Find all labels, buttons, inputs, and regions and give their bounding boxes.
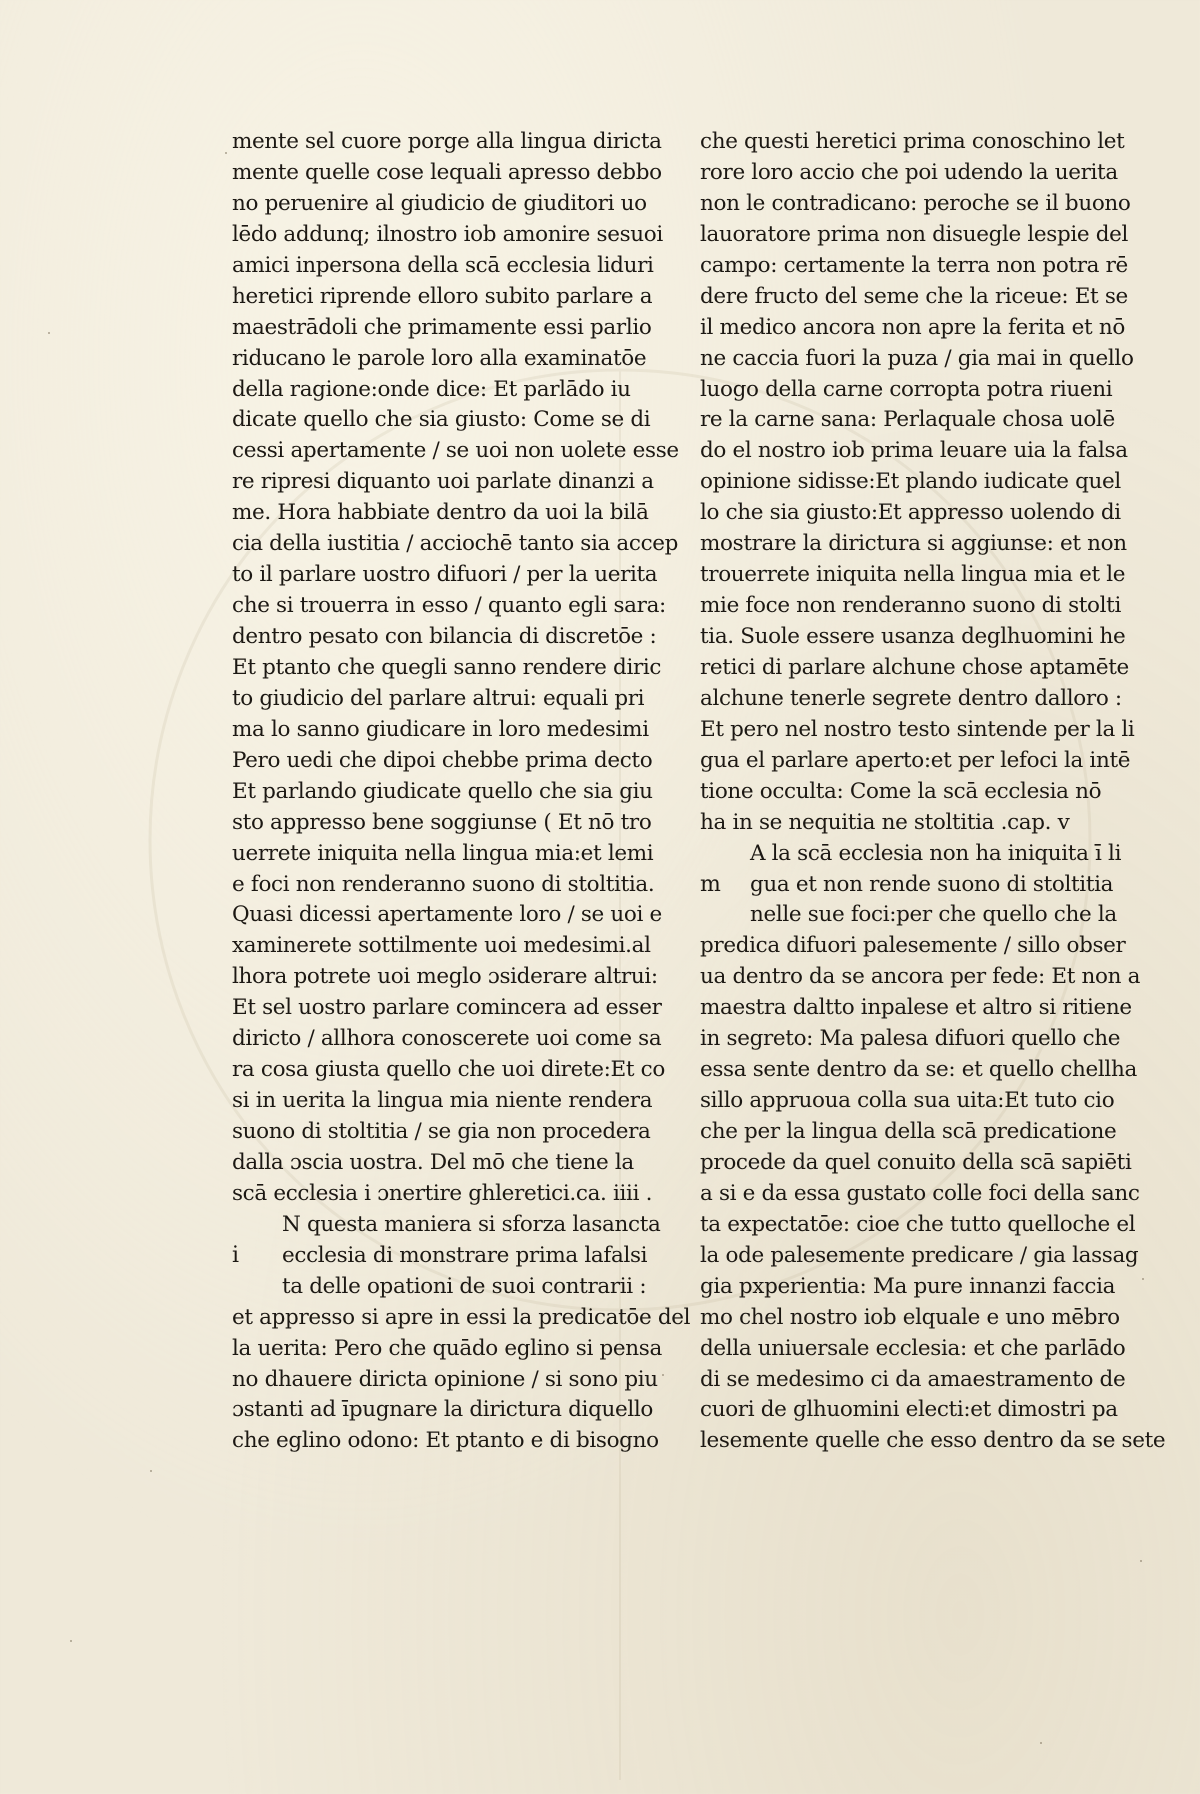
text-line: gua el parlare aperto:et per lefoci la intē xyxy=(700,747,1131,773)
text-line: ɔstanti ad īpugnare la dirictura diquello xyxy=(232,1397,653,1423)
left-column xyxy=(232,127,691,1457)
text-line: re ripresi diquanto uoi parlate dinanzi a xyxy=(232,469,654,495)
text-line: mente sel cuore porge alla lingua diricta xyxy=(232,129,662,154)
text-line: procede da quel conuito della scā sapiēti xyxy=(700,1149,1132,1175)
text-line: nelle sue foci:per che quello che la xyxy=(750,902,1117,928)
text-line: alchune tenerle segrete dentro dalloro : xyxy=(700,685,1122,711)
text-line: a si e da essa gustato colle foci della sanc xyxy=(700,1180,1140,1206)
text-line: predica difuori palesemente / sillo obser xyxy=(700,933,1126,959)
text-line: scā ecclesia i ɔnertire ghleretici.ca. iiii . xyxy=(232,1180,653,1206)
text-line: suono di stoltitia / se gia non procedera xyxy=(232,1119,651,1144)
text-line: lhora potrete uoi meglo ɔsiderare altrui: xyxy=(232,964,658,990)
text-line: Et parlando giudicate quello che sia giu xyxy=(232,778,653,804)
text-line: dere fructo del seme che la riceue: Et se xyxy=(700,283,1128,309)
text-line: tia. Suole essere usanza deglhuomini he xyxy=(700,624,1126,649)
text-line: dicate quello che sia giusto: Come se di xyxy=(232,407,651,433)
text-line: ta expectatōe: cioe che tutto quelloche el xyxy=(700,1211,1136,1237)
text-line: lesemente quelle che esso dentro da se sete xyxy=(700,1428,1166,1454)
text-line: che eglino odono: Et ptanto e di bisogno xyxy=(232,1428,659,1454)
text-line xyxy=(232,1241,662,1272)
text-line: ma lo sanno giudicare in loro medesimi xyxy=(232,716,649,742)
text-line: ra cosa giusta quello che uoi direte:Et co xyxy=(232,1057,665,1083)
text-line: retici di parlare alchune chose aptamēte xyxy=(700,654,1129,680)
text-line: no peruenire al giudicio de giuditori uo xyxy=(232,190,647,216)
text-line: si in uerita la lingua mia niente rendera xyxy=(232,1088,653,1114)
text-line: che questi heretici prima conoschino let xyxy=(700,129,1125,154)
text-line: in segreto: Ma palesa difuori quello che xyxy=(700,1026,1121,1052)
text-line: lēdo addunq; ilnostro iob amonire sesuoi xyxy=(232,221,663,247)
text-line-content: gua et non rende suono di stoltitia xyxy=(750,871,1114,897)
text-line: do el nostro iob prima leuare uia la falsa xyxy=(700,438,1128,464)
text-line: essa sente dentro da se: et quello chellha xyxy=(700,1057,1137,1083)
text-line: gia pxperientia: Ma pure innanzi faccia xyxy=(700,1273,1116,1299)
text-line: A la scā ecclesia non ha iniquita ī li xyxy=(750,840,1122,866)
text-line: uerrete iniquita nella lingua mia:et lemi xyxy=(232,840,654,866)
text-line: mie foce non renderanno suono di stolti xyxy=(700,593,1121,619)
text-line: e foci non renderanno suono di stoltitia. xyxy=(232,871,655,897)
text-line: Et sel uostro parlare comincera ad esser xyxy=(232,995,662,1021)
text-line: N questa maniera si sforza lasancta xyxy=(282,1211,661,1237)
text-line: cessi apertamente / se uoi non uolete esse xyxy=(232,438,679,464)
dropcap-guide-letter: i xyxy=(232,1242,239,1268)
text-line: della ragione:onde dice: Et parlādo iu xyxy=(232,376,631,402)
text-line: dentro pesato con bilancia di discretōe : xyxy=(232,624,657,649)
right-column xyxy=(700,127,1166,1457)
text-line: diricto / allhora conoscerete uoi come sa xyxy=(232,1026,662,1052)
text-line: Quasi dicessi apertamente loro / se uoi e xyxy=(232,902,662,928)
text-line: cia della iustitia / acciochē tanto sia accep xyxy=(232,531,679,557)
text-line: di se medesimo ci da amaestramento de xyxy=(700,1366,1126,1392)
text-line: lo che sia giusto:Et appresso uolendo di xyxy=(700,500,1121,526)
text-line: amici inpersona della scā ecclesia liduri xyxy=(232,252,654,278)
text-line: me. Hora habbiate dentro da uoi la bilā xyxy=(232,500,649,526)
text-line: opinione sidisse:Et plando iudicate quel xyxy=(700,469,1121,495)
text-line: luogo della carne corropta potra riueni xyxy=(700,376,1113,402)
text-line: maestrādoli che primamente essi parlio xyxy=(232,314,652,340)
text-line: maestra daltto inpalese et altro si ritiene xyxy=(700,995,1132,1021)
text-line: sillo appruoua colla sua uita:Et tuto cio xyxy=(700,1088,1115,1114)
text-line: et appresso si apre in essi la predicatōe del xyxy=(232,1304,691,1330)
text-line: Et ptanto che quegli sanno rendere diric xyxy=(232,654,662,680)
text-line: lauoratore prima non disuegle lespie del xyxy=(700,221,1129,247)
text-line: cuori de glhuomini electi:et dimostri pa xyxy=(700,1397,1118,1423)
text-line: Pero uedi che dipoi chebbe prima decto xyxy=(232,747,653,773)
text-line: ne caccia fuori la puza / gia mai in quello xyxy=(700,345,1134,371)
text-line: la uerita: Pero che quādo eglino si pensa xyxy=(232,1335,662,1361)
text-line xyxy=(700,870,1130,901)
text-line: heretici riprende elloro subito parlare a xyxy=(232,283,653,309)
text-line: no dhauere diricta opinione / si sono piu xyxy=(232,1366,658,1392)
text-line: ta delle opationi de suoi contrarii : xyxy=(282,1273,647,1299)
text-line: della uniuersale ecclesia: et che parlādo xyxy=(700,1335,1126,1361)
text-line: mente quelle cose lequali apresso debbo xyxy=(232,159,662,185)
text-line: Et pero nel nostro testo sintende per la li xyxy=(700,716,1135,742)
text-line: che per la lingua della scā predicatione xyxy=(700,1119,1117,1144)
text-line: mo chel nostro iob elquale e uno mēbro xyxy=(700,1304,1120,1330)
text-line: ha in se nequitia ne stoltitia .cap. v xyxy=(700,809,1070,835)
text-line: xaminerete sottilmente uoi medesimi.al xyxy=(232,933,651,959)
dropcap-guide-letter: m xyxy=(700,871,721,897)
text-line: tione occulta: Come la scā ecclesia nō xyxy=(700,778,1102,804)
text-line: il medico ancora non apre la ferita et nō xyxy=(700,314,1125,340)
text-line: mostrare la dirictura si aggiunse: et non xyxy=(700,531,1127,557)
text-line: non le contradicano: peroche se il buono xyxy=(700,190,1131,216)
text-line: re la carne sana: Perlaquale chosa uolē xyxy=(700,407,1115,433)
text-line: dalla ɔscia uostra. Del mō che tiene la xyxy=(232,1149,634,1175)
text-line: che si trouerra in esso / quanto egli sara: xyxy=(232,593,666,619)
text-line: sto appresso bene soggiunse ( Et nō tro xyxy=(232,809,652,835)
text-line: ua dentro da se ancora per fede: Et non a xyxy=(700,964,1141,990)
text-line: to giudicio del parlare altrui: equali pri xyxy=(232,685,645,711)
text-line: campo: certamente la terra non potra rē xyxy=(700,252,1128,278)
text-line: rore loro accio che poi udendo la uerita xyxy=(700,159,1118,185)
text-line: trouerrete iniquita nella lingua mia et le xyxy=(700,562,1126,588)
text-line: riducano le parole loro alla examinatōe xyxy=(232,345,647,371)
text-line-content: ecclesia di monstrare prima lafalsi xyxy=(282,1242,648,1268)
text-line: to il parlare uostro difuori / per la uerita xyxy=(232,562,658,588)
text-line: la ode palesemente predicare / gia lassag xyxy=(700,1242,1139,1268)
